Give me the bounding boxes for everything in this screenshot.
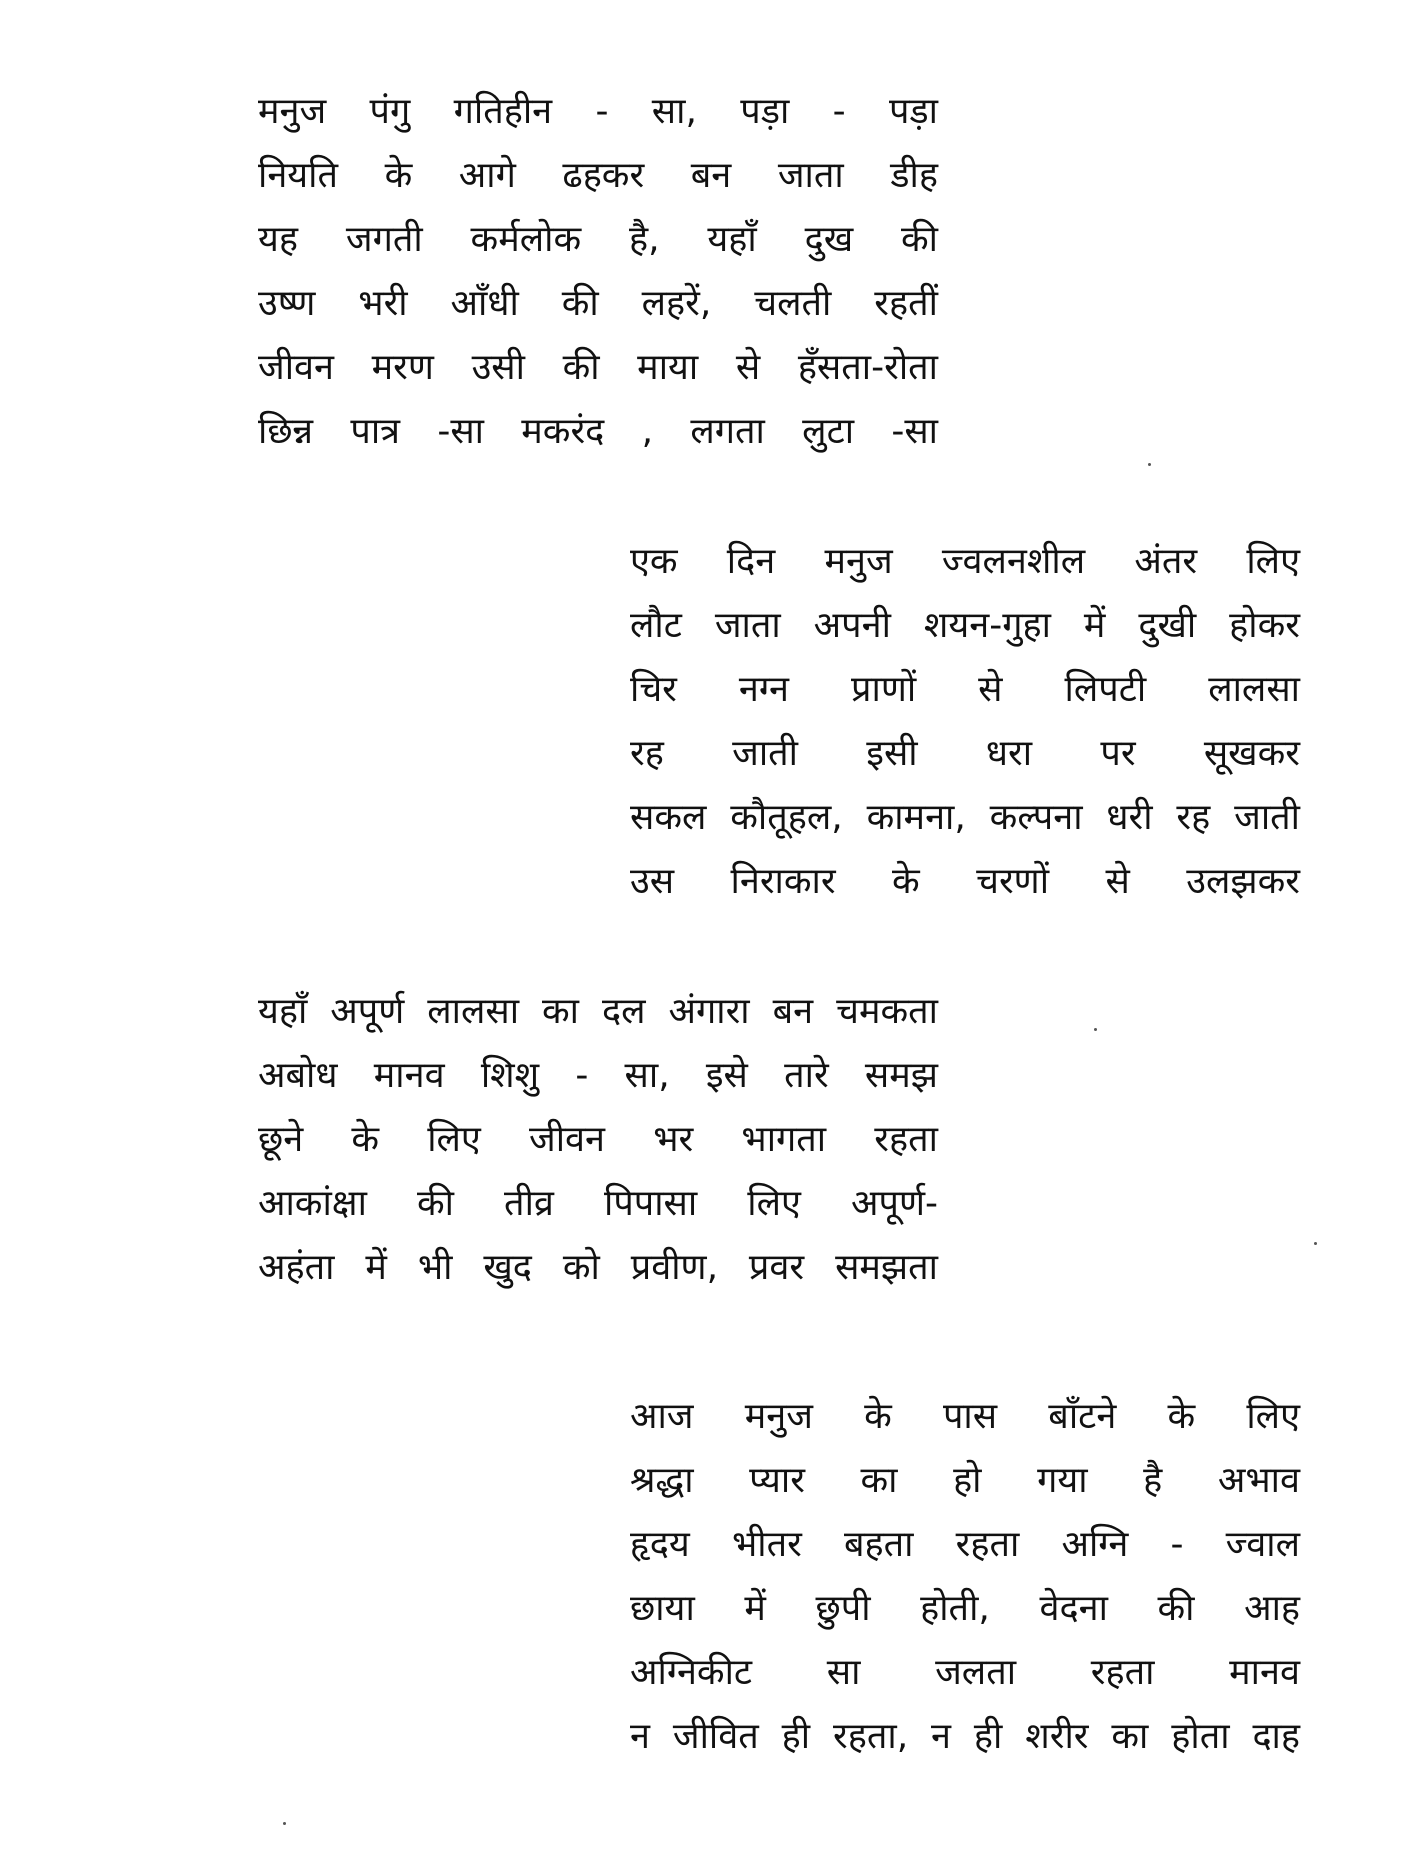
poem-line: छाया में छुपी होती, वेदना की आह [630, 1588, 1300, 1629]
poem-line: हृदय भीतर बहता रहता अग्नि - ज्वाल [630, 1524, 1300, 1565]
poem-line: अहंता में भी खुद को प्रवीण, प्रवर समझता [258, 1247, 938, 1288]
poem-line: जीवन मरण उसी की माया से हँसता-रोता [258, 347, 938, 388]
poem-line: न जीवित ही रहता, न ही शरीर का होता दाह [630, 1716, 1300, 1757]
poem-line: यहाँ अपूर्ण लालसा का दल अंगारा बन चमकता [258, 991, 938, 1032]
poem-line: नियति के आगे ढहकर बन जाता डीह [258, 155, 938, 196]
scan-speck [1094, 1028, 1097, 1031]
stanza-2 [630, 530, 1300, 914]
scan-speck [1314, 1242, 1317, 1245]
stanza-3 [258, 980, 938, 1300]
poem-line: अग्निकीट सा जलता रहता मानव [630, 1652, 1300, 1693]
poem-line: उस निराकार के चरणों से उलझकर [630, 861, 1300, 902]
poem-line: छिन्न पात्र -सा मकरंद , लगता लुटा -सा [258, 411, 938, 452]
scan-speck [1148, 463, 1151, 466]
poem-line: श्रद्धा प्यार का हो गया है अभाव [630, 1460, 1300, 1501]
stanza-1 [258, 80, 938, 464]
poem-line: यह जगती कर्मलोक है, यहाँ दुख की [258, 219, 938, 260]
poem-line: उष्ण भरी आँधी की लहरें, चलती रहतीं [258, 283, 938, 324]
poem-line: आकांक्षा की तीव्र पिपासा लिए अपूर्ण- [258, 1183, 938, 1224]
poem-line: रह जाती इसी धरा पर सूखकर [630, 733, 1300, 774]
poem-line: मनुज पंगु गतिहीन - सा, पड़ा - पड़ा [258, 91, 938, 132]
scan-speck [283, 1822, 286, 1825]
stanza-4 [630, 1385, 1300, 1769]
poem-line: लौट जाता अपनी शयन-गुहा में दुखी होकर [630, 605, 1300, 646]
poem-line: आज मनुज के पास बाँटने के लिए [630, 1396, 1300, 1437]
poem-line: छूने के लिए जीवन भर भागता रहता [258, 1119, 938, 1160]
poem-line: सकल कौतूहल, कामना, कल्पना धरी रह जाती [630, 797, 1300, 838]
poem-line: एक दिन मनुज ज्वलनशील अंतर लिए [630, 541, 1300, 582]
poem-line: अबोध मानव शिशु - सा, इसे तारे समझ [258, 1055, 938, 1096]
poem-line: चिर नग्न प्राणों से लिपटी लालसा [630, 669, 1300, 710]
